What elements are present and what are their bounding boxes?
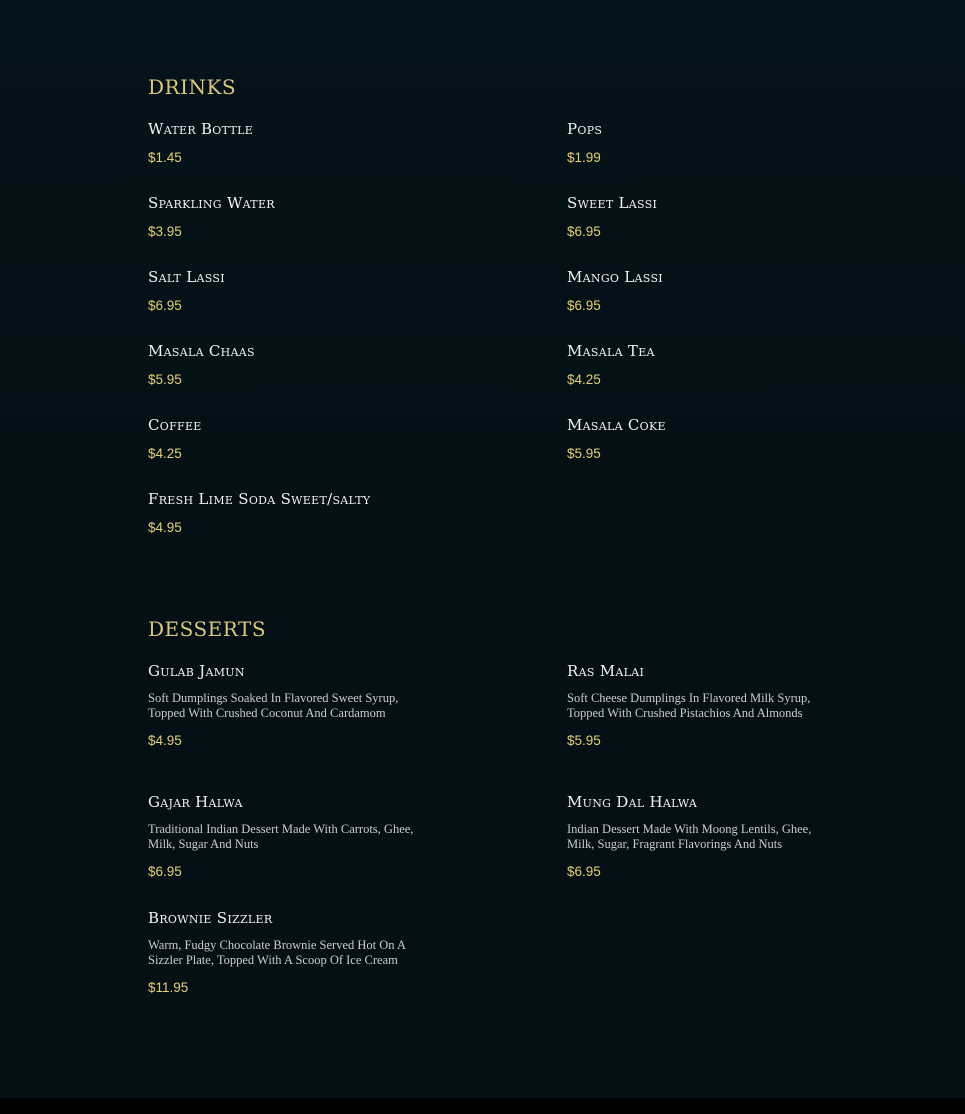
item-price: $4.25 <box>567 372 601 387</box>
menu-item <box>148 416 418 462</box>
item-name: Gulab Jamun <box>148 662 245 680</box>
item-description: Soft Cheese Dumplings In Flavored Milk Syrup, Topped With Crushed Pistachios And Almonds <box>567 691 811 720</box>
menu-item <box>148 268 418 314</box>
item-name: Brownie Sizzler <box>148 909 273 927</box>
item-name: Gajar Halwa <box>148 793 243 811</box>
menu-item <box>567 793 837 880</box>
menu-item <box>148 793 418 880</box>
menu-item <box>148 120 418 166</box>
menu-item <box>567 342 837 388</box>
item-price: $5.95 <box>567 733 601 748</box>
item-price: $4.95 <box>148 733 182 748</box>
item-name: Mango Lassi <box>567 268 663 286</box>
item-name: Water Bottle <box>148 120 254 138</box>
item-price: $1.99 <box>567 150 601 165</box>
menu-item <box>567 416 837 462</box>
item-price: $5.95 <box>567 446 601 461</box>
menu-item <box>148 490 418 536</box>
item-name: Coffee <box>148 416 202 434</box>
item-name: Masala Tea <box>567 342 655 360</box>
item-price: $6.95 <box>148 298 182 313</box>
menu-item <box>148 662 418 749</box>
item-name: Mung Dal Halwa <box>567 793 698 811</box>
item-name: Salt Lassi <box>148 268 225 286</box>
menu-item <box>567 662 837 749</box>
item-price: $11.95 <box>148 980 189 995</box>
item-price: $6.95 <box>567 298 601 313</box>
menu-item <box>148 342 418 388</box>
menu-item <box>148 909 418 996</box>
drinks-section-title: DRINKS <box>148 75 237 99</box>
item-price: $4.95 <box>148 520 182 535</box>
menu-item <box>567 268 837 314</box>
menu-item <box>148 194 418 240</box>
item-price: $6.95 <box>567 224 601 239</box>
item-name: Sparkling Water <box>148 194 275 212</box>
item-name: Fresh Lime Soda Sweet/salty <box>148 490 371 508</box>
desserts-section-title: DESSERTS <box>148 617 267 641</box>
item-description: Traditional Indian Dessert Made With Carrots, Ghee, Milk, Sugar And Nuts <box>148 822 414 851</box>
item-name: Ras Malai <box>567 662 645 680</box>
item-description: Warm, Fudgy Chocolate Brownie Served Hot On A Sizzler Plate, Topped With A Scoop Of Ice Cream <box>148 938 406 967</box>
item-price: $6.95 <box>567 864 601 879</box>
menu-item <box>567 120 837 166</box>
item-description: Soft Dumplings Soaked In Flavored Sweet Syrup, Topped With Crushed Coconut And Cardamom <box>148 691 399 720</box>
item-price: $1.45 <box>148 150 182 165</box>
footer-bar <box>0 1098 965 1114</box>
item-name: Sweet Lassi <box>567 194 658 212</box>
item-price: $5.95 <box>148 372 182 387</box>
item-name: Masala Coke <box>567 416 666 434</box>
item-name: Masala Chaas <box>148 342 255 360</box>
item-price: $3.95 <box>148 224 182 239</box>
item-description: Indian Dessert Made With Moong Lentils, Ghee, Milk, Sugar, Fragrant Flavorings And Nuts <box>567 822 812 851</box>
item-price: $4.25 <box>148 446 182 461</box>
item-name: Pops <box>567 120 603 138</box>
item-price: $6.95 <box>148 864 182 879</box>
menu-item <box>567 194 837 240</box>
